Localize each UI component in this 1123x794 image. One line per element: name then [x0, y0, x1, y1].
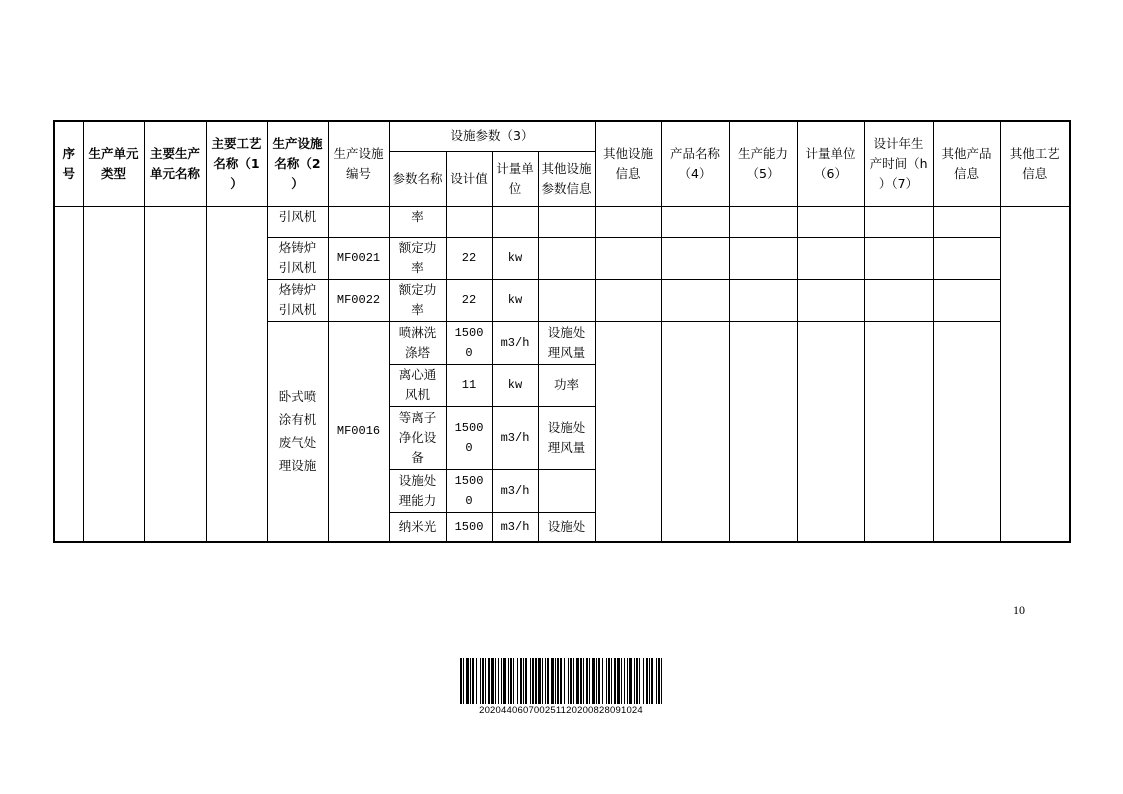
facility-table-wrapper — [53, 120, 1069, 543]
cell-design-value: 22 — [446, 237, 492, 279]
cell-other-facility-info — [595, 279, 661, 321]
cell-measure-unit: m3/h — [492, 406, 538, 469]
barcode-bar — [573, 658, 574, 704]
barcode-bar — [476, 658, 477, 704]
cell-measure-unit: m3/h — [492, 469, 538, 512]
barcode-bar — [495, 658, 496, 704]
barcode-bar — [545, 658, 546, 704]
cell-design-hours — [864, 321, 933, 542]
cell-design-value: 1500 — [446, 512, 492, 542]
cell-unit-name — [144, 206, 206, 542]
barcode-bar — [617, 658, 620, 704]
cell-measure-unit: kw — [492, 279, 538, 321]
cell-design-hours — [864, 279, 933, 321]
cell-facility-name: 引风机 — [267, 206, 328, 237]
cell-capacity-unit — [797, 237, 864, 279]
cell-other-product-info — [933, 206, 1000, 237]
cell-other-param-info: 设施处 理风量 — [538, 406, 595, 469]
cell-capacity — [729, 279, 797, 321]
cell-seq — [54, 206, 83, 542]
cell-measure-unit: m3/h — [492, 321, 538, 364]
barcode-bar — [525, 658, 527, 704]
barcode-bar — [576, 658, 579, 704]
cell-capacity-unit — [797, 206, 864, 237]
barcode-bar — [614, 658, 616, 704]
barcode-bar — [508, 658, 509, 704]
cell-other-param-info: 设施处 — [538, 512, 595, 542]
cell-other-param-info: 功率 — [538, 364, 595, 406]
barcode-bar — [530, 658, 531, 704]
barcode-bar — [611, 658, 612, 704]
barcode-bar — [606, 658, 607, 704]
barcode-bar — [564, 658, 565, 704]
facility-parameter-table — [53, 120, 1071, 543]
cell-facility-code: MF0016 — [328, 321, 389, 542]
barcode-bar — [598, 658, 600, 704]
cell-facility-name: 烙铸炉 引风机 — [267, 237, 328, 279]
header-row-1 — [54, 121, 1070, 151]
header-other-facility-info: 其他设施 信息 — [595, 121, 661, 206]
cell-other-param-info — [538, 279, 595, 321]
cell-product-name — [661, 279, 729, 321]
barcode-bar — [482, 658, 484, 704]
barcode-bar — [643, 658, 644, 704]
cell-process-name — [206, 206, 267, 542]
barcode-bar — [560, 658, 562, 704]
cell-other-facility-info — [595, 206, 661, 237]
barcode-bar — [470, 658, 471, 704]
barcode-bar — [488, 658, 490, 704]
header-params-group: 设施参数（3） — [389, 121, 595, 151]
header-measure-unit: 计量单 位 — [492, 151, 538, 206]
cell-measure-unit: kw — [492, 237, 538, 279]
cell-capacity-unit — [797, 321, 864, 542]
barcode-bar — [586, 658, 588, 704]
barcode-bar — [639, 658, 640, 704]
barcode-bar — [460, 658, 462, 704]
header-seq: 序 号 — [54, 121, 83, 206]
cell-facility-code: MF0022 — [328, 279, 389, 321]
barcode-bar — [520, 658, 522, 704]
header-other-process-info: 其他工艺 信息 — [1000, 121, 1070, 206]
cell-design-value: 1500 0 — [446, 469, 492, 512]
barcode-bar — [621, 658, 622, 704]
cell-param-name: 额定功 率 — [389, 279, 446, 321]
header-other-product-info: 其他产品 信息 — [933, 121, 1000, 206]
cell-design-value — [446, 206, 492, 237]
barcode-bar — [555, 658, 556, 704]
barcode-bar — [583, 658, 584, 704]
barcode-bar — [551, 658, 554, 704]
barcode-bar — [472, 658, 474, 704]
barcode-bar — [480, 658, 481, 704]
barcode-bar — [568, 658, 569, 704]
cell-other-param-info — [538, 237, 595, 279]
barcode-bar — [503, 658, 506, 704]
cell-facility-name: 卧式喷 涂有机 废气处 理设施 — [267, 321, 328, 542]
barcode-bar — [466, 658, 469, 704]
barcode-bar — [517, 658, 518, 704]
barcode-bar — [629, 658, 632, 704]
barcode-bar — [636, 658, 638, 704]
header-facility-name: 生产设施 名称（2 ） — [267, 121, 328, 206]
barcode-number: 20204406070025112020082809​1024 — [479, 705, 643, 716]
cell-product-name — [661, 321, 729, 542]
barcode-bar — [661, 658, 662, 704]
cell-param-name: 等离子 净化设 备 — [389, 406, 446, 469]
cell-capacity — [729, 206, 797, 237]
header-process-name: 主要工艺 名称（1 ） — [206, 121, 267, 206]
barcode-image — [460, 658, 662, 704]
header-param-name: 参数名称 — [389, 151, 446, 206]
cell-other-param-info: 设施处 理风量 — [538, 321, 595, 364]
cell-design-value: 1500 0 — [446, 321, 492, 364]
barcode-bar — [627, 658, 628, 704]
barcode-bar — [501, 658, 502, 704]
header-design-value: 设计值 — [446, 151, 492, 206]
barcode-bar — [624, 658, 625, 704]
barcode-bar — [532, 658, 534, 704]
cell-facility-code: MF0021 — [328, 237, 389, 279]
header-product-name: 产品名称 （4） — [661, 121, 729, 206]
barcode-bar — [570, 658, 572, 704]
cell-design-hours — [864, 206, 933, 237]
barcode-bar — [651, 658, 653, 704]
barcode-bar — [580, 658, 582, 704]
cell-other-product-info — [933, 237, 1000, 279]
cell-param-name: 离心通 风机 — [389, 364, 446, 406]
cell-other-facility-info — [595, 237, 661, 279]
cell-facility-name: 烙铸炉 引风机 — [267, 279, 328, 321]
cell-capacity — [729, 237, 797, 279]
header-other-param-info: 其他设施 参数信息 — [538, 151, 595, 206]
barcode-bar — [646, 658, 648, 704]
cell-unit-type — [83, 206, 144, 542]
header-unit-type: 生产单元 类型 — [83, 121, 144, 206]
cell-param-name: 率 — [389, 206, 446, 237]
barcode-bar — [658, 658, 660, 704]
cell-other-process-info — [1000, 206, 1070, 542]
cell-other-param-info — [538, 206, 595, 237]
barcode-bar — [523, 658, 524, 704]
cell-design-value: 22 — [446, 279, 492, 321]
cell-capacity-unit — [797, 279, 864, 321]
cell-measure-unit: m3/h — [492, 512, 538, 542]
barcode-bar — [589, 658, 590, 704]
cell-design-value: 1500 0 — [446, 406, 492, 469]
header-facility-code: 生产设施 编号 — [328, 121, 389, 206]
barcode-bar — [547, 658, 549, 704]
barcode-bar — [498, 658, 499, 704]
cell-measure-unit: kw — [492, 364, 538, 406]
cell-other-facility-info — [595, 321, 661, 542]
barcode-bar — [538, 658, 541, 704]
barcode-bar — [656, 658, 657, 704]
barcode-bar — [491, 658, 494, 704]
page-number: 10 — [1013, 603, 1025, 617]
cell-other-param-info — [538, 469, 595, 512]
barcode-bar — [596, 658, 597, 704]
cell-param-name: 额定功 率 — [389, 237, 446, 279]
header-capacity: 生产能力 （5） — [729, 121, 797, 206]
cell-other-product-info — [933, 321, 1000, 542]
barcode-bar — [485, 658, 486, 704]
cell-param-name: 设施处 理能力 — [389, 469, 446, 512]
cell-facility-code — [328, 206, 389, 237]
table-row — [54, 206, 1070, 237]
cell-other-product-info — [933, 279, 1000, 321]
header-unit-name: 主要生产 单元名称 — [144, 121, 206, 206]
header-capacity-unit: 计量单位 （6） — [797, 121, 864, 206]
cell-design-value: 11 — [446, 364, 492, 406]
barcode-bar — [602, 658, 603, 704]
cell-product-name — [661, 206, 729, 237]
barcode-bar — [513, 658, 514, 704]
cell-product-name — [661, 237, 729, 279]
cell-capacity — [729, 321, 797, 542]
cell-measure-unit — [492, 206, 538, 237]
cell-design-hours — [864, 237, 933, 279]
barcode-bar — [557, 658, 559, 704]
barcode-bar — [535, 658, 537, 704]
barcode-bar — [634, 658, 635, 704]
barcode-bar — [592, 658, 595, 704]
barcode-bar — [649, 658, 650, 704]
barcode-bar — [542, 658, 543, 704]
header-design-hours: 设计年生 产时间（h ）（7） — [864, 121, 933, 206]
barcode-bar — [608, 658, 610, 704]
barcode-bar — [463, 658, 464, 704]
cell-param-name: 喷淋洗 涤塔 — [389, 321, 446, 364]
cell-param-name: 纳米光 — [389, 512, 446, 542]
barcode-bar — [510, 658, 512, 704]
